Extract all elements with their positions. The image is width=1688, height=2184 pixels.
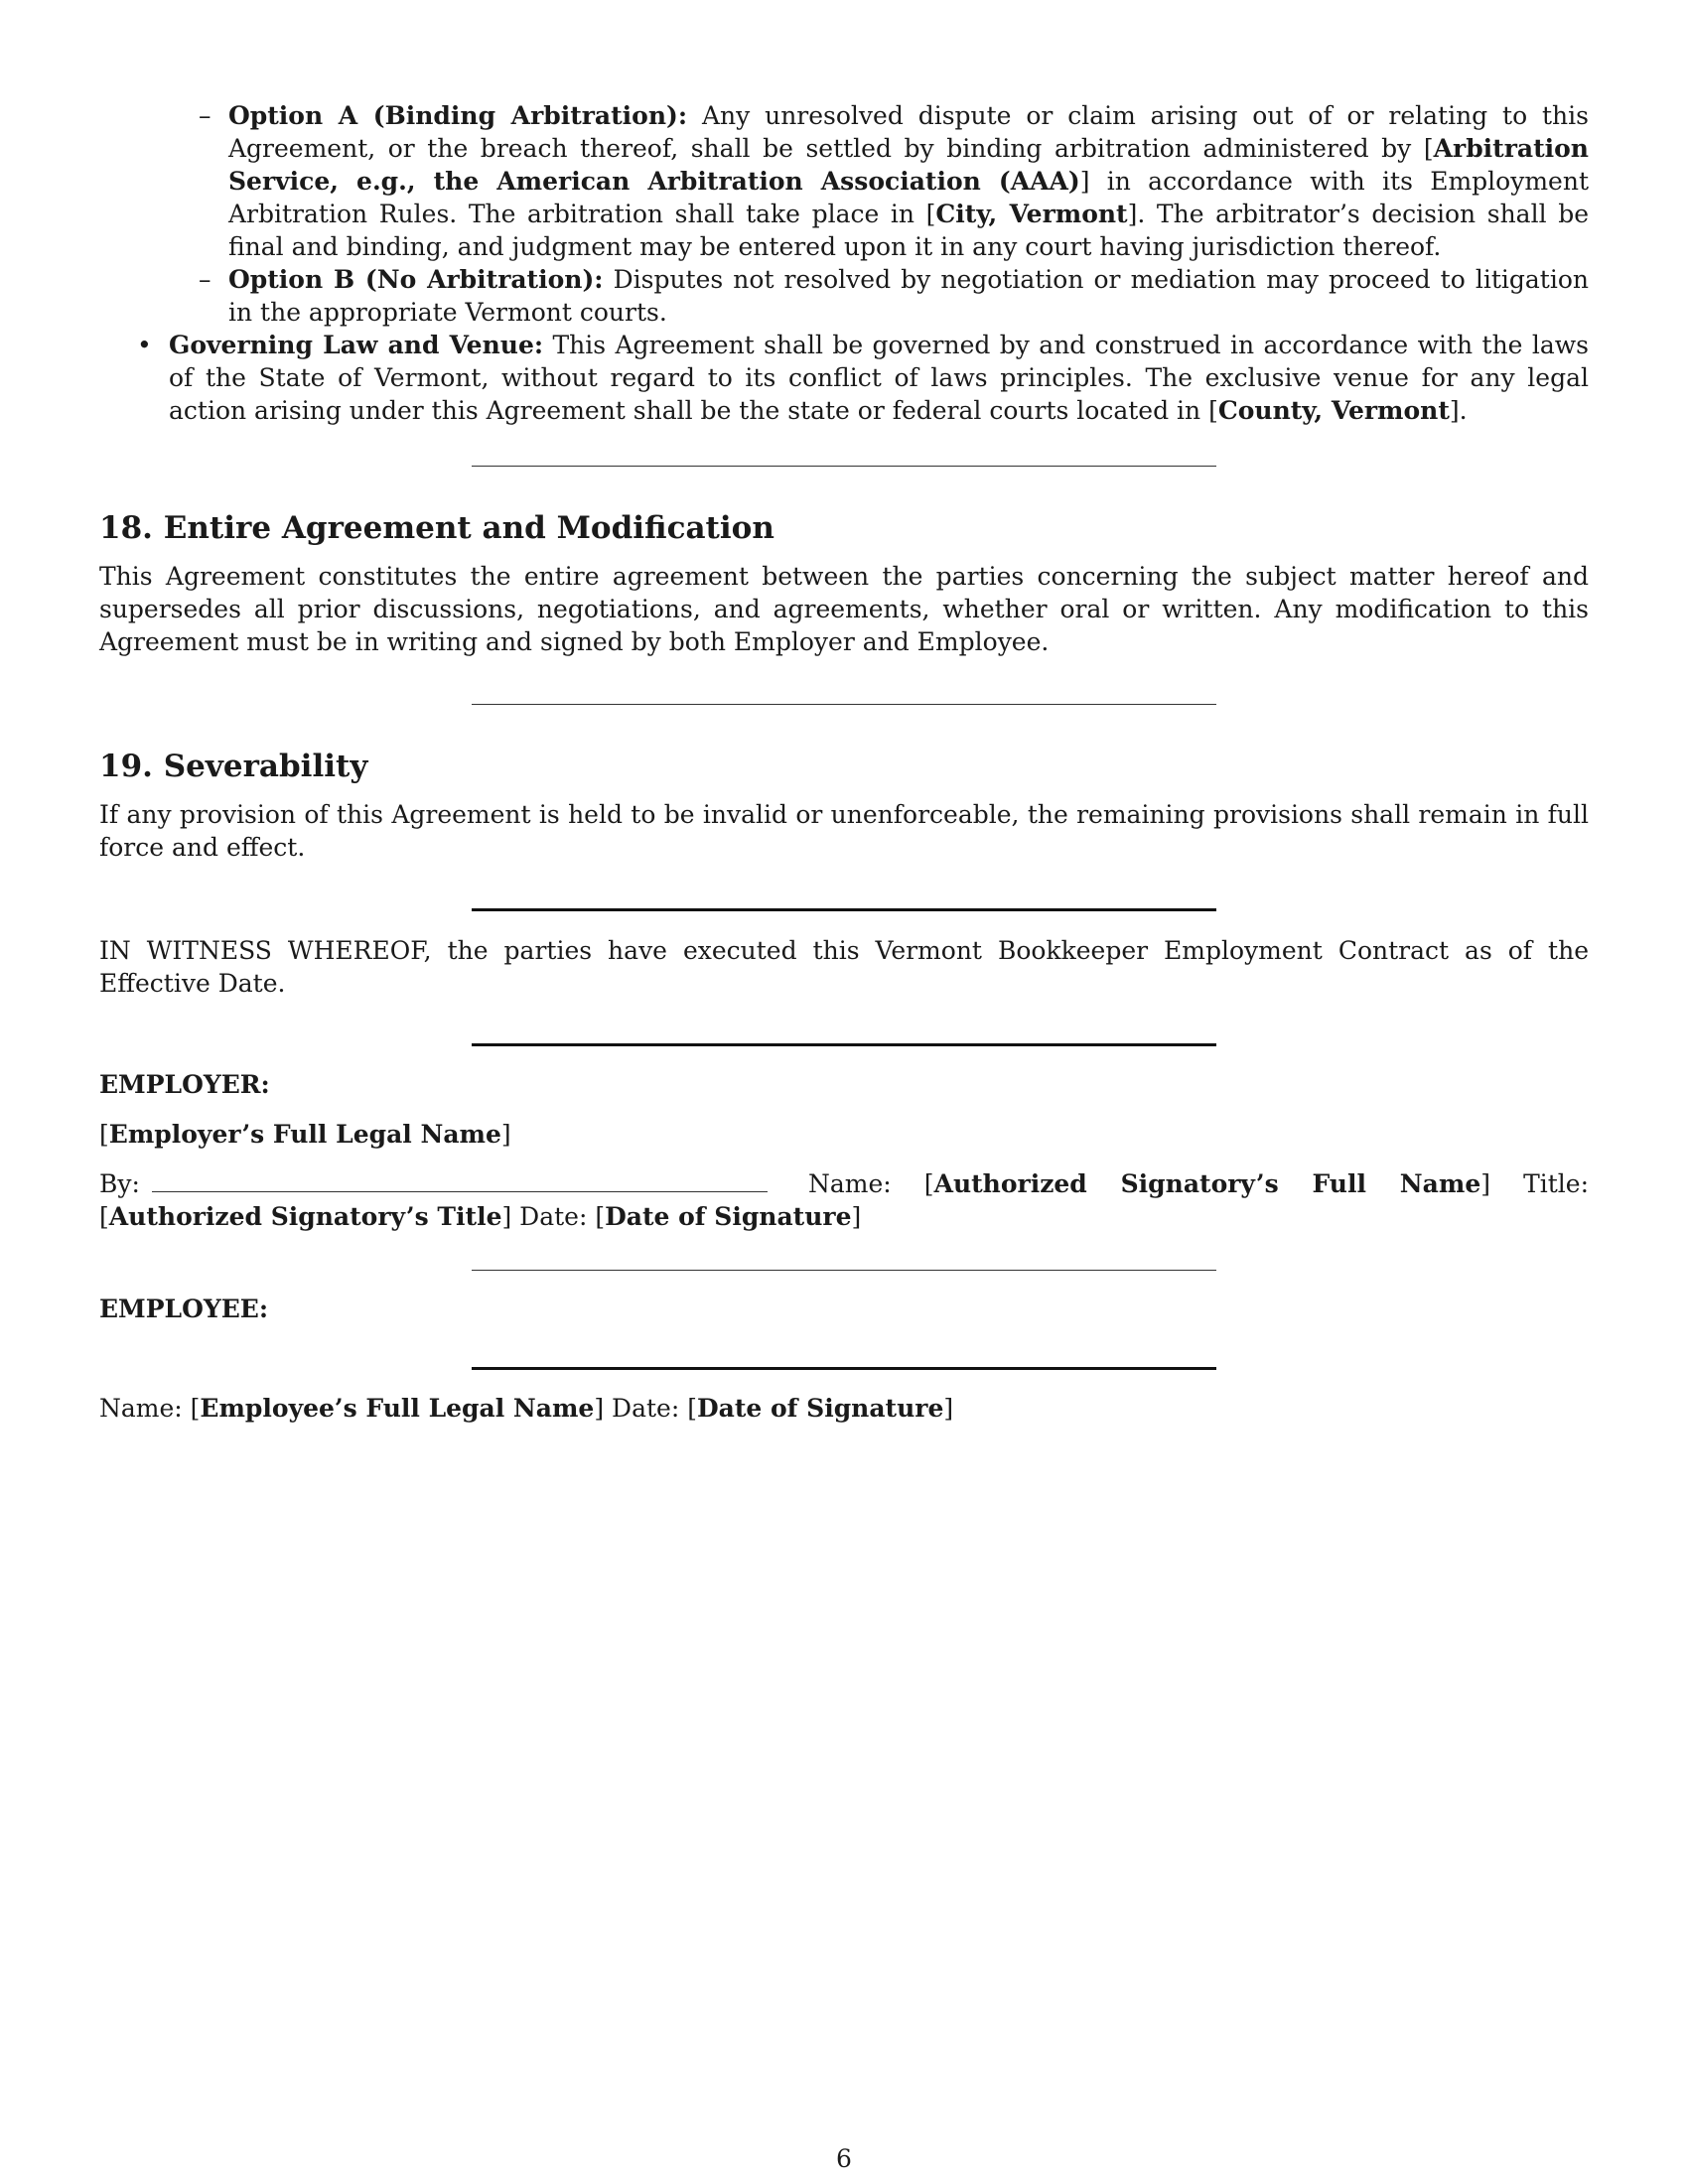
- employer-signature-line[interactable]: [152, 1167, 768, 1192]
- by-label: By:: [99, 1169, 140, 1198]
- section-18-body: This Agreement constitutes the entire agreement between the parties concerning the subject matter hereof and supersedes all prior discussions, negotiations, and agreements, whether oral or written. Any modification to this Agreement must be in writing and signed by both Employer and Employee.: [99, 562, 1589, 656]
- section-divider: [472, 466, 1216, 467]
- dash-marker: –: [199, 265, 211, 294]
- employer-name-label: Name: [: [808, 1169, 934, 1198]
- page-number: 6: [836, 2144, 852, 2173]
- city-placeholder: City, Vermont: [935, 200, 1128, 228]
- section-divider: [472, 704, 1216, 705]
- employee-signature-line[interactable]: [472, 1367, 1216, 1370]
- option-b-text: Disputes not resolved by negotiation or mediation may proceed to litigation in the appropriate Vermont courts.: [228, 265, 1589, 327]
- governing-law-label: Governing Law and Venue:: [169, 331, 544, 359]
- section-divider: [472, 1270, 1216, 1271]
- option-b-label: Option B (No Arbitration):: [228, 265, 604, 294]
- section-18-heading: 18. Entire Agreement and Modification: [99, 510, 774, 546]
- employer-signature-block: By: Name: [Authorized Signatory’s Full Name] Title: [Authorized Signatory’s Title] Date: [Date of Signature]: [99, 1169, 1590, 1231]
- section-divider: [472, 1043, 1216, 1046]
- option-b-item: [99, 263, 1589, 329]
- employee-heading: EMPLOYEE:: [99, 1295, 269, 1323]
- signatory-title-placeholder: Authorized Signatory’s Title: [108, 1202, 502, 1231]
- employer-date-label: ] Date: [: [501, 1202, 606, 1231]
- employer-legal-name: [Employer’s Full Legal Name]: [99, 1120, 511, 1149]
- option-a-text-2: ] in accordance with its Employment Arbitration Rules. The arbitration shall take place in [: [228, 167, 1589, 228]
- employer-date-placeholder: Date of Signature: [605, 1202, 852, 1231]
- dash-marker: –: [199, 101, 211, 130]
- employee-name-placeholder: Employee’s Full Legal Name: [200, 1394, 595, 1423]
- section-19-heading: 19. Severability: [99, 749, 368, 784]
- employee-date-placeholder: Date of Signature: [696, 1394, 944, 1423]
- employee-date-label: ] Date: [: [594, 1394, 697, 1423]
- governing-law-text-2: ].: [1449, 396, 1468, 425]
- bullet-marker: •: [137, 331, 152, 359]
- governing-law-text-1: This Agreement shall be governed by and construed in accordance with the laws of the State of Vermont, without regard to its conflict of laws principles. The exclusive venue for any legal action arising under this Agreement shall be the state or federal courts located in [: [169, 331, 1590, 425]
- title-label: ] Title: [: [99, 1169, 1590, 1231]
- option-a-text-3: ]. The arbitrator’s decision shall be final and binding, and judgment may be entered upon it in any court having jurisdiction thereof.: [228, 200, 1589, 261]
- option-a-text-1: Any unresolved dispute or claim arising out of or relating to this Agreement, or the breach thereof, shall be settled by binding arbitration administered by [: [228, 101, 1589, 163]
- employer-name-placeholder: Employer’s Full Legal Name: [108, 1120, 501, 1149]
- signatory-name-placeholder: Authorized Signatory’s Full Name: [933, 1169, 1481, 1198]
- option-a-item: [99, 99, 1589, 263]
- employee-details: Name: [Employee’s Full Legal Name] Date: [Date of Signature]: [99, 1394, 954, 1423]
- section-19-body: If any provision of this Agreement is held to be invalid or unenforceable, the remaining provisions shall remain in full force and effect.: [99, 800, 1589, 862]
- county-placeholder: County, Vermont: [1217, 396, 1450, 425]
- section-divider: [472, 908, 1216, 911]
- witness-clause: IN WITNESS WHEREOF, the parties have executed this Vermont Bookkeeper Employment Contract as of the Effective Date.: [99, 936, 1589, 998]
- option-a-label: Option A (Binding Arbitration):: [228, 101, 688, 130]
- arbitration-service-placeholder: Arbitration Service, e.g., the American Arbitration Association (AAA): [228, 134, 1589, 196]
- employee-name-label: Name: [: [99, 1394, 201, 1423]
- document-page: [99, 99, 1589, 1425]
- employer-heading: EMPLOYER:: [99, 1070, 270, 1099]
- governing-law-item: [99, 329, 1589, 427]
